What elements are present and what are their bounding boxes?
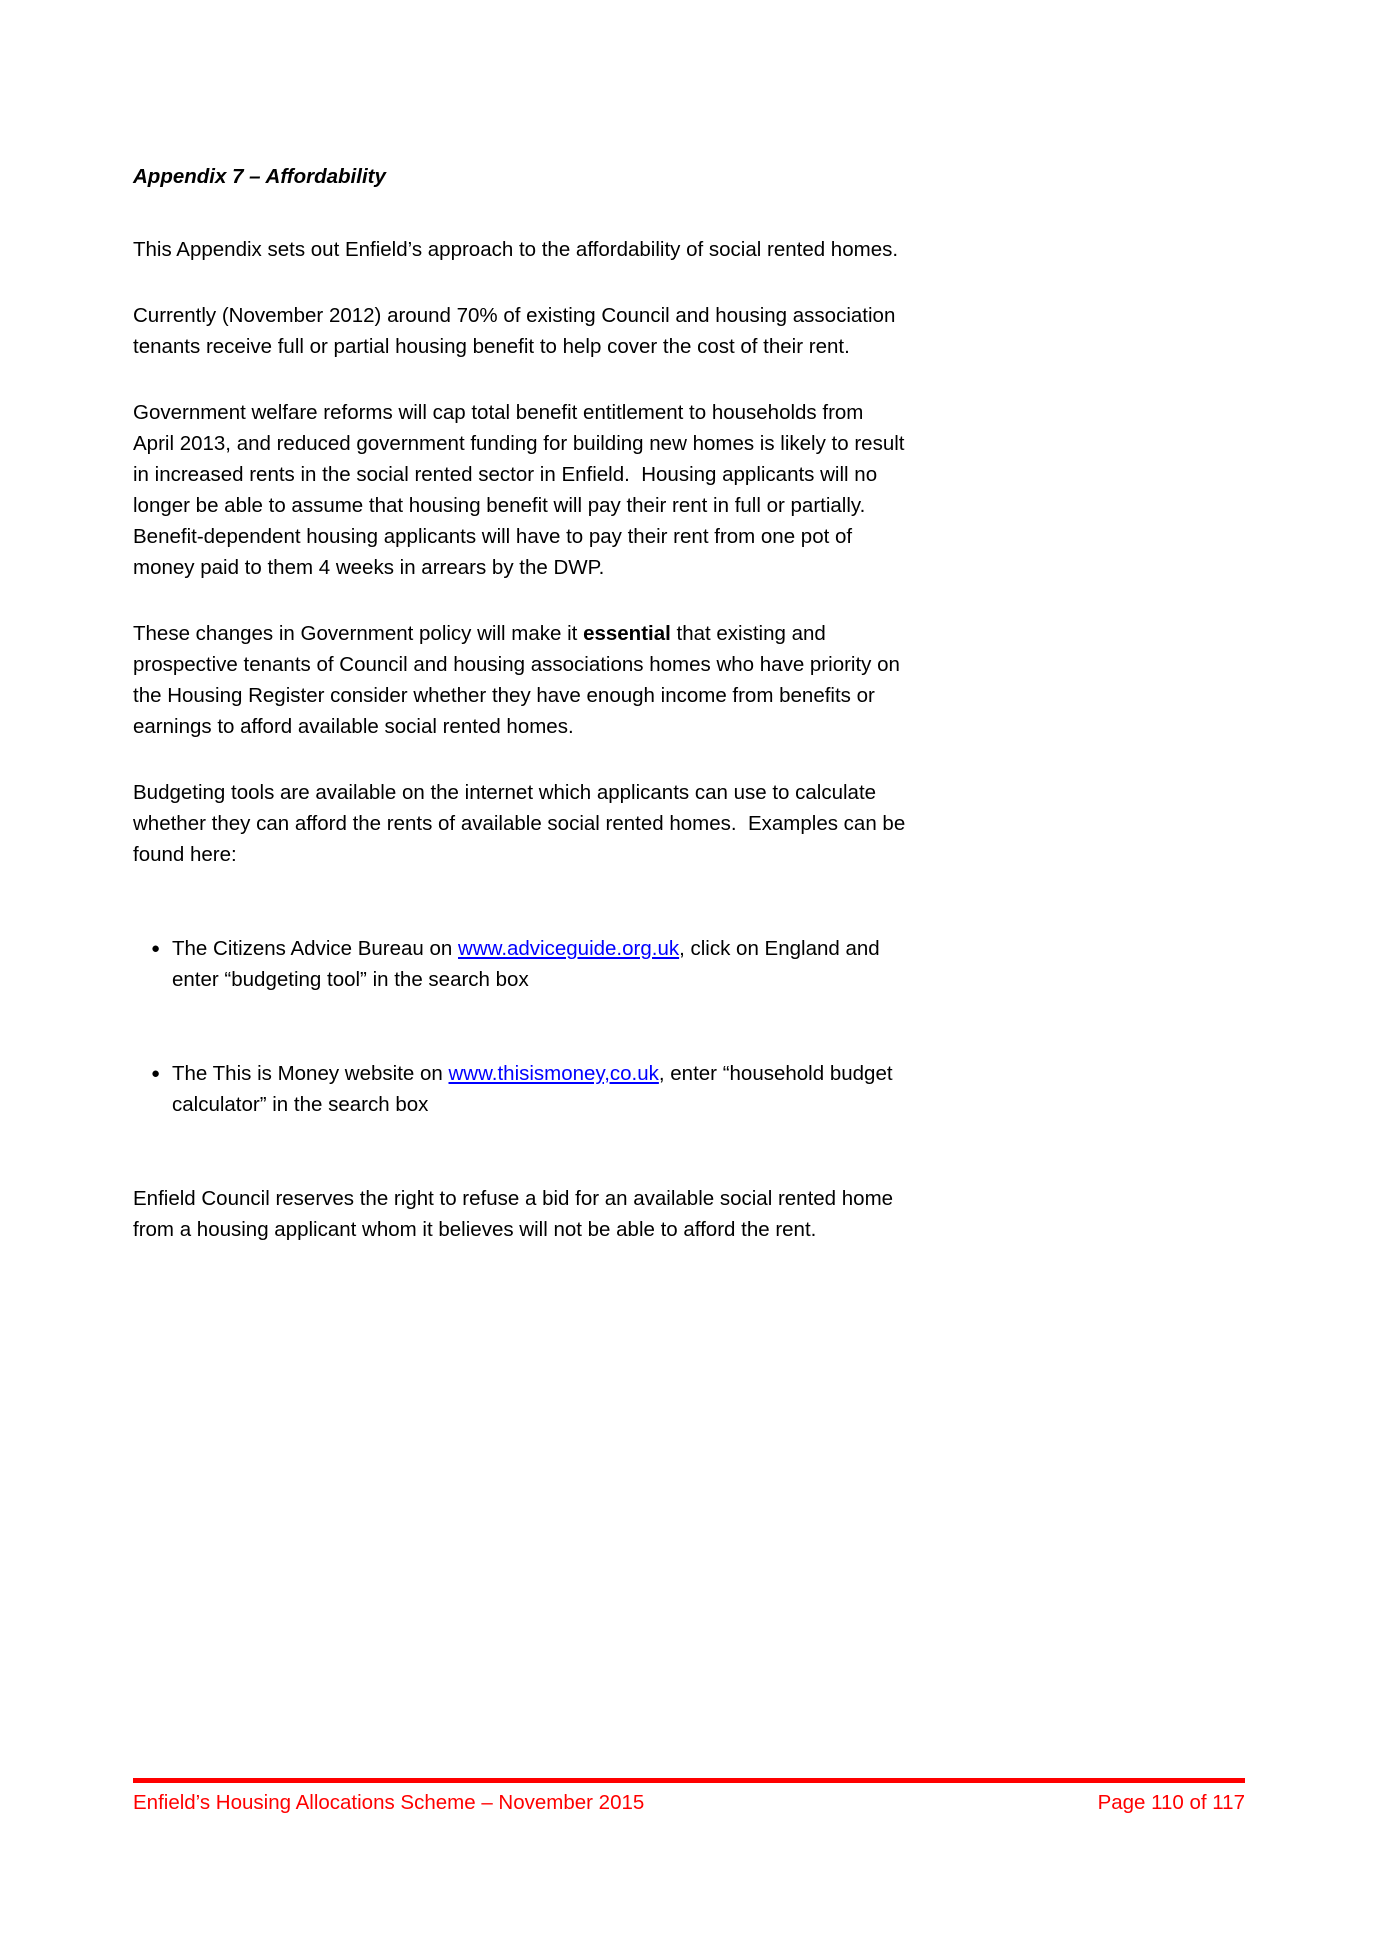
text-line (172, 1058, 1033, 1089)
text-line (172, 933, 1033, 964)
bullet-icon: ● (151, 1065, 161, 1082)
text-segment: The Citizens Advice Bureau on (172, 937, 459, 960)
paragraph-policy-changes (133, 618, 1033, 742)
text-segment: These changes in Government policy will make it (133, 622, 584, 645)
paragraph-intro (133, 234, 1033, 265)
text-line: April 2013, and reduced government funding for building new homes is likely to result (133, 432, 905, 455)
text-line: in increased rents in the social rented sector in Enfield. Housing applicants will no (133, 463, 878, 486)
text-line: money paid to them 4 weeks in arrears by the DWP. (133, 556, 605, 579)
list-item-this-is-money (133, 1058, 1033, 1120)
list-item-citizens-advice (133, 933, 1033, 995)
text-line: Currently (November 2012) around 70% of existing Council and housing association (133, 304, 896, 327)
text-line: This Appendix sets out Enfield’s approach to the affordability of social rented homes. (133, 238, 899, 261)
emphasis-text: essential (583, 622, 671, 645)
text-line: enter “budgeting tool” in the search box (172, 968, 529, 991)
text-line: earnings to afford available social rented homes. (133, 715, 574, 738)
bullet-icon: ● (151, 940, 161, 957)
footer-rule (133, 1778, 1245, 1783)
page-title: Appendix 7 – Affordability (133, 165, 386, 188)
text-line: longer be able to assume that housing benefit will pay their rent in full or partially. (133, 494, 866, 517)
adviceguide-link[interactable]: www.adviceguide.org.uk (458, 937, 680, 960)
text-line: from a housing applicant whom it believes will not be able to afford the rent. (133, 1218, 817, 1241)
page-footer (133, 1778, 1245, 1818)
text-segment: that existing and (670, 622, 826, 645)
paragraph-refuse-bid (133, 1183, 1033, 1245)
text-segment: The This is Money website on (172, 1062, 449, 1085)
text-segment: , enter “household budget (658, 1062, 893, 1085)
text-line: whether they can afford the rents of available social rented homes. Examples can be (133, 812, 906, 835)
footer-text-row (133, 1787, 1245, 1818)
footer-document-title: Enfield’s Housing Allocations Scheme – November 2015 (133, 1791, 645, 1814)
text-line: calculator” in the search box (172, 1093, 429, 1116)
text-line: Benefit-dependent housing applicants will have to pay their rent from one pot of (133, 525, 853, 548)
text-segment: , click on England and (679, 937, 880, 960)
text-line: tenants receive full or partial housing benefit to help cover the cost of their rent. (133, 335, 850, 358)
paragraph-currently (133, 300, 1033, 362)
paragraph-budgeting-tools (133, 777, 1033, 870)
thisismoney-link[interactable]: www.thisismoney,co.uk (448, 1062, 659, 1085)
text-line: Government welfare reforms will cap total benefit entitlement to households from (133, 401, 864, 424)
bullet-text (172, 1058, 1033, 1120)
bullet-text (172, 933, 1033, 995)
text-line: Budgeting tools are available on the internet which applicants can use to calculate (133, 781, 877, 804)
text-line: Enfield Council reserves the right to refuse a bid for an available social rented home (133, 1187, 894, 1210)
text-line: prospective tenants of Council and housing associations homes who have priority on (133, 653, 900, 676)
text-line (133, 618, 1033, 649)
paragraph-welfare-reforms (133, 397, 1033, 583)
document-body (133, 161, 1033, 1245)
text-line: the Housing Register consider whether they have enough income from benefits or (133, 684, 875, 707)
text-line: found here: (133, 843, 237, 866)
footer-page-number: Page 110 of 117 (1097, 1791, 1245, 1814)
